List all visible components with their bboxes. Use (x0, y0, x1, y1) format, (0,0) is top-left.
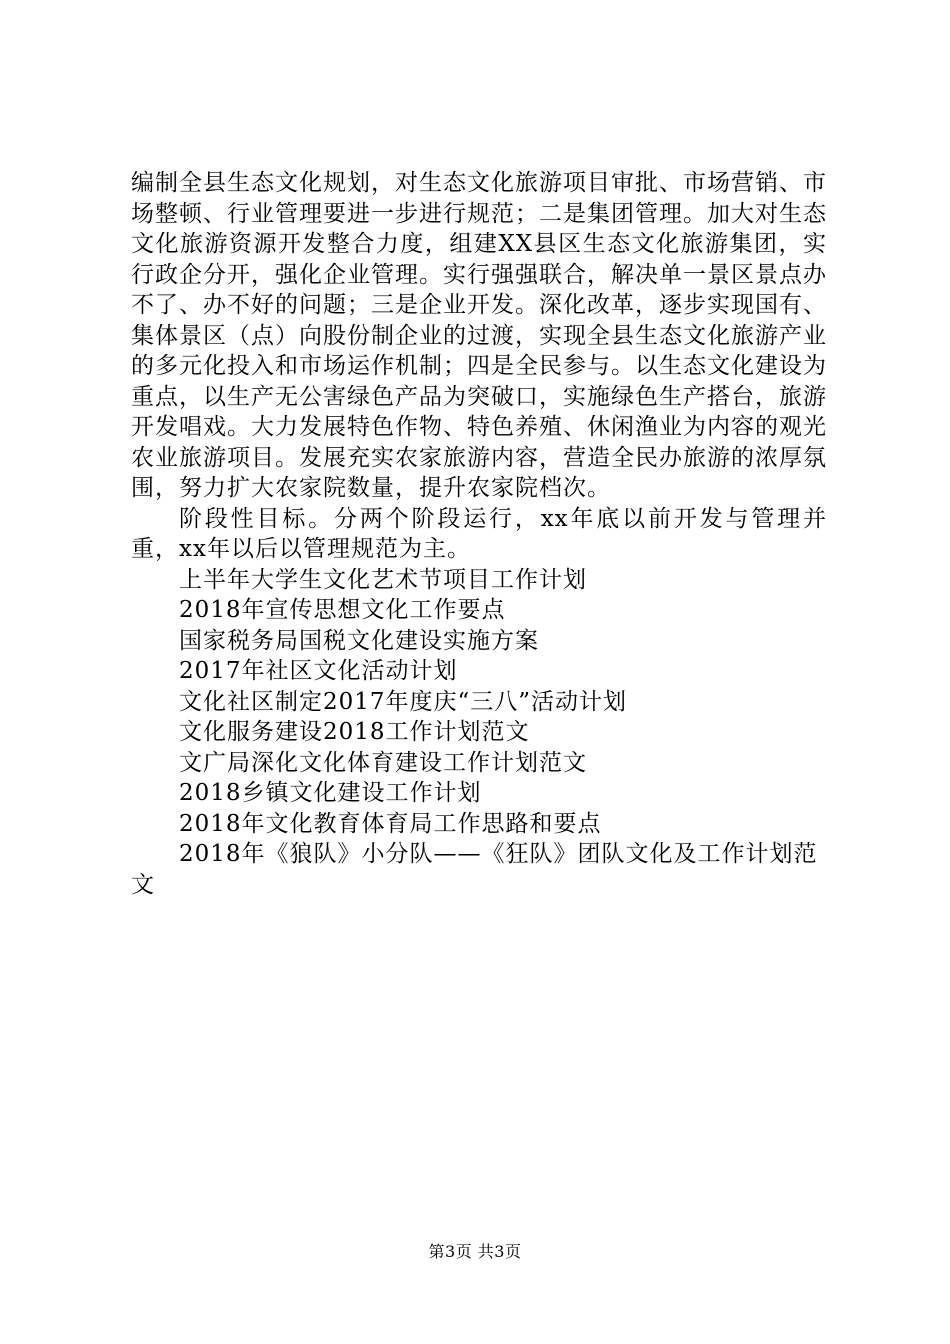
stage-goal-paragraph: 阶段性目标。分两个阶段运行，xx年底以前开发与管理并重，xx年以后以管理规范为主。 (131, 505, 827, 562)
page-number-footer: 第3页 共3页 (428, 1242, 522, 1261)
related-list (131, 565, 827, 901)
list-item: 2018乡镇文化建设工作计划 (179, 780, 482, 806)
list-item: 文化社区制定2017年度庆“三八”活动计划 (179, 688, 628, 715)
list-item: 2018年宣传思想文化工作要点 (179, 597, 506, 623)
document-body (131, 168, 827, 900)
list-item: 文化服务建设2018工作计划范文 (179, 719, 530, 745)
list-item: 2018年文化教育体育局工作思路和要点 (179, 810, 602, 837)
list-item: 国家税务局国税文化建设实施方案 (179, 627, 539, 654)
list-item: 2018年《狼队》小分队——《狂队》团队文化及工作计划范文 (131, 841, 818, 898)
list-item: 文广局深化文化体育建设工作计划范文 (179, 749, 587, 776)
body-paragraph: 编制全县生态文化规划，对生态文化旅游项目审批、市场营销、市场整顿、行业管理要进一步进行规范；二是集团管理。加大对生态文化旅游资源开发整合力度，组建XX县区生态文化旅游集团，实行政企分开，强化企业管理。实行强强联合，解决单一景区景点办不了、办不好的问题；三是企业开发。深化改革，逐步实现国有、集体景区（点）向股份制企业的过渡，实现全县生态文化旅游产业的多元化投入和市场运作机制；四是全民参与。以生态文化建设为重点，以生产无公害绿色产品为突破口，实施绿色生产搭台，旅游开发唱戏。大力发展特色作物、特色养殖、休闲渔业为内容的观光农业旅游项目。发展充实农家旅游内容，营造全民办旅游的浓厚氛围，努力扩大农家院数量，提升农家院档次。 (131, 170, 827, 501)
list-item: 上半年大学生文化艺术节项目工作计划 (179, 566, 587, 593)
list-item: 2017年社区文化活动计划 (179, 658, 458, 684)
